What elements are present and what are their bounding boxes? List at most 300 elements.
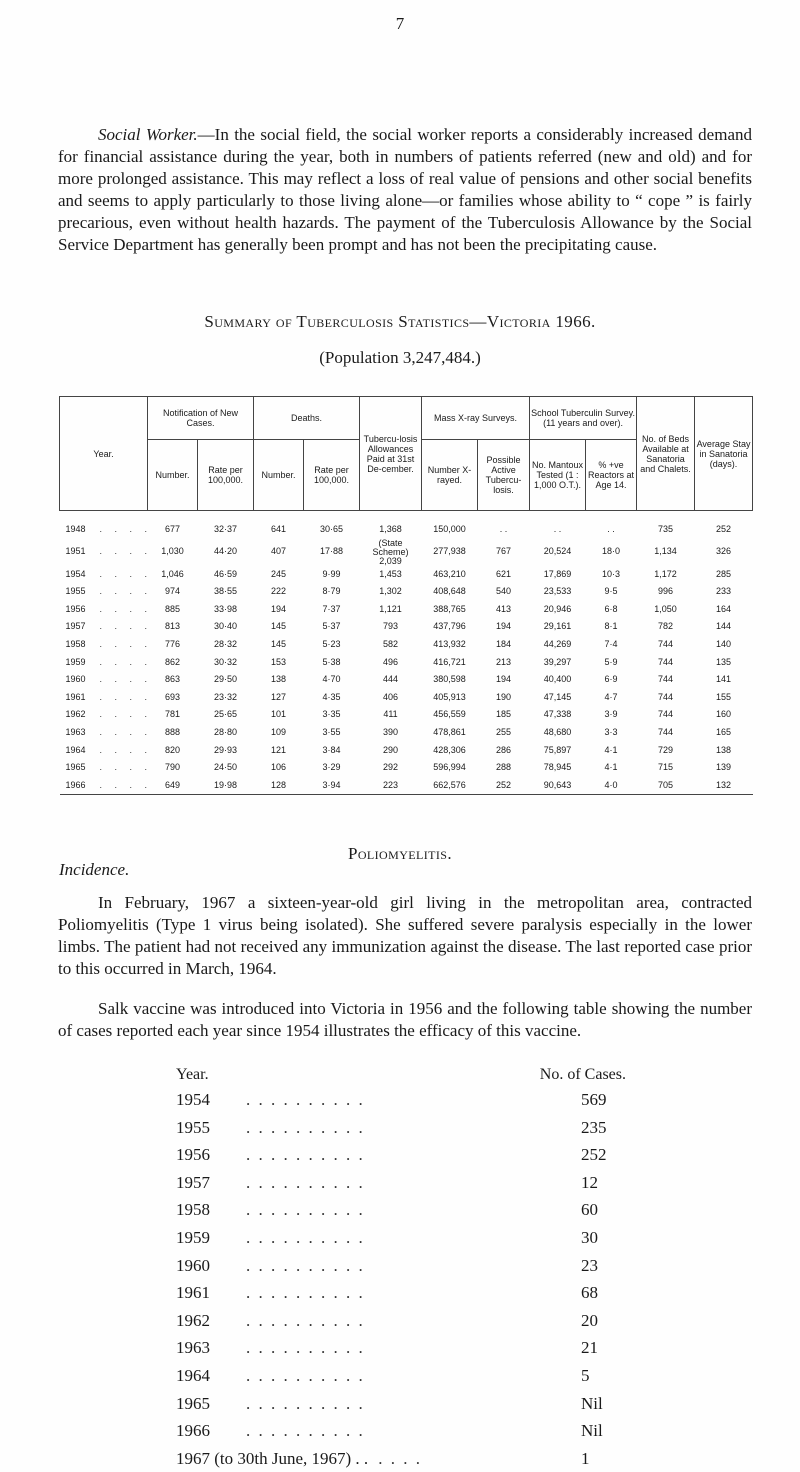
leader-dots: . . . . . . . . . . (246, 1310, 365, 1330)
cell-possible: 213 (496, 656, 512, 667)
cell-mantoux: 47,338 (543, 709, 572, 720)
cell-beds: 744 (658, 674, 674, 685)
cell-notif-rate: 30·40 (213, 621, 238, 632)
case-year: 1958 (176, 1200, 210, 1220)
cell-notif-num: 813 (164, 621, 181, 632)
cell-allowances: 223 (383, 779, 399, 790)
cell-year (60, 636, 153, 654)
tb-statistics-table-wrapper (59, 396, 752, 795)
cell-year (60, 759, 153, 777)
year-value: 1960 (65, 674, 86, 685)
case-year: 1965 (176, 1393, 210, 1413)
table-row (60, 742, 753, 760)
header-deaths-number: Number. (254, 440, 304, 511)
cell-beds: 1,172 (654, 568, 677, 579)
cell-beds: 729 (658, 744, 674, 755)
table-row (60, 777, 753, 795)
cell-year (60, 689, 153, 707)
case-count: 252 (581, 1145, 607, 1165)
cell-reactors: 4·1 (604, 762, 618, 773)
table-row (60, 618, 753, 636)
cell-deaths-rate: 9·99 (322, 568, 341, 579)
cell-notif-num: 1,046 (161, 568, 184, 579)
cell-notif-rate: 44·20 (213, 546, 238, 557)
cell-xrayed: 456,559 (433, 709, 466, 720)
leader-dots: . . . . (99, 674, 153, 685)
cell-notif-num: 776 (164, 638, 181, 649)
cell-notif-rate: 38·55 (213, 586, 238, 597)
polio-cases-header (176, 1064, 626, 1086)
cell-possible: 255 (496, 726, 512, 737)
cell-possible: 767 (496, 546, 512, 557)
cell-beds: 744 (658, 709, 674, 720)
cell-stay: 160 (716, 709, 732, 720)
leader-dots: . . . . . . . . . . (246, 1145, 365, 1165)
polio-incidence-paragraph: In February, 1967 a sixteen-year-old girl living in the metropolitan area, contracted Poliomyelitis (Type 1 virus being isolated). She suffered severe paralysis especially in the lower limbs. The patient had not received any immunization against the disease. The last reported case prior to this occurred in March, 1964. (58, 893, 752, 978)
cell-beds: 744 (658, 691, 674, 702)
cell-notif-num: 888 (164, 726, 181, 737)
case-year: 1960 (176, 1255, 210, 1275)
list-item (176, 1252, 626, 1280)
cell-allowances: 290 (383, 744, 399, 755)
cell-stay: 138 (716, 744, 732, 755)
cell-mantoux: 20,524 (543, 546, 572, 557)
header-stay: Average Stay in Sanatoria (days). (695, 397, 753, 511)
leader-dots: . . . . (99, 709, 153, 720)
cell-deaths-num: 128 (271, 779, 287, 790)
polio-last-case-count: 1 (581, 1448, 590, 1468)
case-count: 12 (581, 1172, 598, 1192)
cell-notif-rate: 28·32 (213, 638, 238, 649)
cell-mantoux: 40,400 (543, 674, 572, 685)
case-count: 5 (581, 1365, 590, 1385)
cell-possible: 252 (496, 779, 512, 790)
cell-beds: 744 (658, 638, 674, 649)
cell-year (60, 671, 153, 689)
table-row (60, 636, 753, 654)
cell-allowances: 1,368 (379, 524, 402, 534)
polio-cases-count-header: No. of Cases. (539, 1066, 626, 1083)
table-row (60, 539, 753, 566)
cell-deaths-rate: 8·79 (322, 586, 341, 597)
cell-deaths-num: 145 (271, 621, 287, 632)
leader-dots: . . . . . . . . . . (246, 1393, 365, 1413)
cell-reactors: 9·5 (604, 586, 618, 597)
leader-dots: . . . . (99, 524, 153, 534)
cell-xrayed: 428,306 (433, 744, 466, 755)
cell-notif-rate: 29·50 (213, 674, 238, 685)
cell-notif-rate: 25·65 (213, 709, 238, 720)
cell-year (60, 583, 153, 601)
list-item (176, 1279, 626, 1307)
leader-dots: . . . . (99, 586, 153, 597)
case-year: 1955 (176, 1117, 210, 1137)
header-allowances: Tubercu-losis Allowances Paid at 31st De-cember. (360, 397, 422, 511)
case-count: 21 (581, 1338, 598, 1358)
cell-deaths-num: 194 (271, 603, 287, 614)
case-count: 23 (581, 1255, 598, 1275)
table-row (60, 671, 753, 689)
cell-mantoux: 17,869 (543, 568, 572, 579)
cell-notif-rate: 29·93 (213, 744, 238, 755)
cell-xrayed: 478,861 (433, 726, 466, 737)
cell-deaths-rate: 3·29 (322, 762, 341, 773)
list-item (176, 1390, 626, 1418)
leader-dots: . . . . (99, 621, 153, 632)
cell-stay: 144 (716, 621, 732, 632)
cell-mantoux: 20,946 (543, 603, 572, 614)
tb-statistics-table (59, 396, 753, 795)
cell-deaths-rate: 5·23 (322, 638, 341, 649)
case-year: 1964 (176, 1365, 210, 1385)
cell-xrayed: 463,210 (433, 568, 466, 579)
year-value: 1962 (65, 709, 86, 720)
cell-deaths-num: 153 (271, 656, 287, 667)
table-row (60, 724, 753, 742)
cell-reactors: 7·4 (604, 638, 618, 649)
cell-xrayed: 437,796 (433, 621, 466, 632)
list-item (176, 1086, 626, 1114)
cell-mantoux: 47,145 (543, 691, 572, 702)
cell-year (60, 539, 153, 566)
cell-stay: 140 (716, 638, 732, 649)
cell-year (60, 654, 153, 672)
cell-reactors: 18·0 (602, 546, 621, 557)
cell-stay: 164 (716, 603, 732, 614)
cell-notif-num: 1,030 (161, 546, 184, 557)
leader-dots: . . . . (99, 656, 153, 667)
cell-deaths-num: 109 (271, 726, 287, 737)
cell-mantoux: 75,897 (543, 744, 572, 755)
cell-deaths-num: 106 (271, 762, 287, 773)
cell-beds: 1,134 (654, 546, 677, 557)
cell-deaths-num: 145 (271, 638, 287, 649)
cell-year (60, 618, 153, 636)
leader-dots: . . . . (99, 568, 153, 579)
cell-deaths-rate: 4·70 (322, 674, 341, 685)
social-worker-text: —In the social field, the social worker reports a considerably increased demand for financial assistance during the year, both in numbers of patients referred (new and old) and for more prolonged assistance. This may reflect a loss of real value of pensions and other social benefits and seems to apply particularly to those living alone—or families whose ability to “ cope ” is fairly precarious, even without health hazards. The payment of the Tuberculosis Allowance by the Social Service Department has generally been prompt and has not been the precipitating cause. (58, 125, 752, 254)
cell-deaths-rate: 7·37 (322, 603, 341, 614)
year-value: 1965 (65, 762, 86, 773)
table-row (60, 759, 753, 777)
social-worker-paragraph (58, 124, 752, 256)
list-item (176, 1362, 626, 1390)
cell-possible: 194 (496, 674, 512, 685)
cell-xrayed: 413,932 (433, 638, 466, 649)
cell-deaths-rate: 3·55 (322, 726, 341, 737)
case-year: 1963 (176, 1338, 210, 1358)
cell-beds: 715 (658, 762, 674, 773)
table-row (60, 511, 753, 539)
cell-stay: 155 (716, 691, 732, 702)
cell-beds: 996 (658, 586, 674, 597)
header-possible-active: Possible Active Tubercu-losis. (478, 440, 530, 511)
cell-notif-num: 781 (164, 709, 181, 720)
cell-allowances: 582 (383, 638, 399, 649)
cell-deaths-num: 138 (271, 674, 287, 685)
cell-stay: 252 (716, 524, 732, 534)
cell-allowances: 390 (383, 726, 399, 737)
cell-allowances: 1,453 (379, 568, 402, 579)
cell-deaths-rate: 4·35 (322, 691, 341, 702)
leader-dots: . . . . (99, 726, 153, 737)
cell-xrayed: 408,648 (433, 586, 466, 597)
leader-dots: . . . . . . . . . . (246, 1172, 365, 1192)
cell-deaths-num: 222 (271, 586, 287, 597)
case-count: Nil (581, 1393, 603, 1413)
cell-deaths-rate: 3·94 (322, 779, 341, 790)
cell-mantoux: 29,161 (543, 621, 572, 632)
year-value: 1957 (65, 621, 86, 632)
cell-possible: 540 (496, 586, 512, 597)
cell-notif-rate: 19·98 (213, 779, 238, 790)
cell-reactors: 4·0 (604, 779, 618, 790)
cell-deaths-rate: 5·37 (322, 621, 341, 632)
cell-notif-rate: 46·59 (213, 568, 238, 579)
cell-reactors: 4·1 (604, 744, 618, 755)
cell-reactors: 5·9 (604, 656, 618, 667)
salk-vaccine-paragraph: Salk vaccine was introduced into Victoria in 1956 and the following table showing the number of cases reported each year since 1954 illustrates the efficacy of this vaccine. (58, 999, 752, 1040)
cell-stay: 165 (716, 726, 732, 737)
cell-xrayed: 380,598 (433, 674, 466, 685)
cell-notif-rate: 33·98 (213, 603, 238, 614)
cell-notif-rate: 32·37 (213, 524, 238, 534)
cell-mantoux: 39,297 (543, 656, 572, 667)
cell-year (60, 706, 153, 724)
cell-beds: 744 (658, 656, 674, 667)
leader-dots: . . . . (99, 638, 153, 649)
cell-possible: 621 (496, 568, 512, 579)
cell-stay: 285 (716, 568, 732, 579)
cell-year (60, 566, 153, 584)
cell-notif-num: 693 (164, 691, 181, 702)
case-count: 20 (581, 1310, 598, 1330)
case-count: 60 (581, 1200, 598, 1220)
year-value: 1955 (65, 586, 86, 597)
cell-deaths-num: 121 (271, 744, 287, 755)
leader-dots: . . . . (99, 779, 153, 790)
cell-allowances: 1,302 (379, 586, 402, 597)
year-value: 1961 (65, 691, 86, 702)
cell-xrayed: 150,000 (433, 524, 466, 534)
cell-deaths-num: 407 (271, 546, 287, 557)
cell-allowances: 1,121 (379, 603, 402, 614)
case-count: 68 (581, 1283, 598, 1303)
leader-dots: . . . . . . . . . . (246, 1421, 365, 1441)
cell-allowances: 496 (383, 656, 399, 667)
cell-allowances: 406 (383, 691, 399, 702)
tb-summary-title: Summary of Tuberculosis Statistics—Victoria 1966. (204, 312, 596, 331)
cell-reactors: . . (607, 524, 615, 534)
leader-dots: . . . . . . . . . . (246, 1227, 365, 1247)
leader-dots: . . . . (378, 1448, 422, 1468)
list-item (176, 1196, 626, 1224)
cell-xrayed: 596,994 (433, 762, 466, 773)
leader-dots: . . . . (99, 744, 153, 755)
case-count: 235 (581, 1117, 607, 1137)
cell-allowances: (State Scheme) 2,039 (372, 537, 409, 566)
leader-dots: . . . . (99, 691, 153, 702)
cell-deaths-rate: 3·84 (322, 744, 341, 755)
cell-possible: 185 (496, 709, 512, 720)
leader-dots: . . . . . . . . . . (246, 1200, 365, 1220)
header-notifications: Notification of New Cases. (148, 397, 254, 440)
header-year: Year. (60, 397, 148, 511)
cell-allowances: 292 (383, 762, 399, 773)
year-value: 1948 (65, 524, 86, 534)
cell-possible: 413 (496, 603, 512, 614)
tb-table-body (60, 511, 753, 795)
cell-deaths-rate: 30·65 (320, 524, 344, 534)
cell-stay: 141 (716, 674, 732, 685)
cell-reactors: 3·3 (604, 726, 618, 737)
header-beds: No. of Beds Available at Sanatoria and Chalets. (637, 397, 695, 511)
cell-beds: 735 (658, 524, 674, 534)
leader-dots: . . . . (99, 603, 153, 614)
cell-allowances: 411 (383, 709, 398, 720)
cell-allowances: 444 (383, 674, 399, 685)
leader-dots: . . . . . . . . . . (246, 1338, 365, 1358)
cell-reactors: 10·3 (602, 568, 621, 579)
cell-stay: 233 (716, 586, 732, 597)
list-item (176, 1169, 626, 1197)
polio-last-case-label: 1967 (to 30th June, 1967) . . (176, 1448, 369, 1468)
cell-possible: 184 (496, 638, 512, 649)
cell-possible: 194 (496, 621, 512, 632)
cell-reactors: 3·9 (604, 709, 618, 720)
cell-deaths-rate: 3·35 (322, 709, 341, 720)
cell-beds: 744 (658, 726, 674, 737)
cell-notif-num: 885 (164, 603, 181, 614)
cell-xrayed: 416,721 (433, 656, 466, 667)
list-item (176, 1141, 626, 1169)
cell-mantoux: 48,680 (543, 726, 572, 737)
leader-dots: . . . . (99, 762, 153, 773)
case-year: 1962 (176, 1310, 210, 1330)
cell-mantoux: 78,945 (543, 762, 572, 773)
header-notif-rate: Rate per 100,000. (198, 440, 254, 511)
cell-beds: 705 (658, 779, 674, 790)
cell-year (60, 511, 153, 539)
case-year: 1959 (176, 1227, 210, 1247)
cell-possible: 190 (496, 691, 512, 702)
table-row (60, 566, 753, 584)
year-value: 1966 (65, 779, 86, 790)
table-row (60, 583, 753, 601)
cell-notif-rate: 28·80 (213, 726, 238, 737)
cell-beds: 1,050 (654, 603, 677, 614)
cell-stay: 132 (716, 779, 732, 790)
list-item (176, 1114, 626, 1142)
year-value: 1958 (65, 638, 86, 649)
table-row (60, 706, 753, 724)
year-value: 1956 (65, 603, 86, 614)
case-year: 1961 (176, 1283, 210, 1303)
cell-reactors: 8·1 (604, 621, 618, 632)
header-school-survey: School Tuberculin Survey. (11 years and over). (530, 397, 637, 440)
cell-xrayed: 277,938 (433, 546, 466, 557)
cell-mantoux: 23,533 (543, 586, 572, 597)
cell-notif-rate: 30·32 (213, 656, 238, 667)
year-value: 1951 (65, 546, 86, 557)
year-value: 1964 (65, 744, 86, 755)
social-worker-label: Social Worker. (98, 125, 198, 144)
cell-deaths-rate: 17·88 (320, 546, 344, 557)
cell-stay: 135 (716, 656, 732, 667)
list-item (176, 1224, 626, 1252)
cell-notif-num: 820 (164, 744, 181, 755)
year-value: 1959 (65, 656, 86, 667)
leader-dots: . . . . . . . . . . (246, 1365, 365, 1385)
cell-possible: 286 (496, 744, 512, 755)
cell-reactors: 6·9 (604, 674, 618, 685)
cell-xrayed: 388,765 (433, 603, 466, 614)
case-year: 1966 (176, 1421, 210, 1441)
population-note: (Population 3,247,484.) (319, 348, 481, 367)
cell-notif-num: 974 (164, 586, 181, 597)
cell-deaths-num: 245 (271, 568, 287, 579)
cell-year (60, 601, 153, 619)
cell-reactors: 4·7 (604, 691, 618, 702)
header-number-xrayed: Number X-rayed. (422, 440, 478, 511)
cell-year (60, 777, 153, 795)
cell-notif-num: 862 (164, 656, 181, 667)
table-row (60, 654, 753, 672)
cell-mantoux: 44,269 (543, 638, 572, 649)
cell-notif-rate: 23·32 (213, 691, 238, 702)
year-value: 1954 (65, 568, 86, 579)
cell-allowances: 793 (383, 621, 399, 632)
cell-stay: 326 (716, 546, 732, 557)
cell-mantoux: . . (553, 524, 562, 534)
cell-xrayed: 405,913 (433, 691, 466, 702)
polio-cases-year-header: Year. (176, 1066, 209, 1083)
cell-notif-num: 649 (164, 779, 181, 790)
leader-dots: . . . . (99, 546, 153, 557)
cell-beds: 782 (658, 621, 674, 632)
cell-reactors: 6·8 (604, 603, 618, 614)
year-value: 1963 (65, 726, 86, 737)
header-deaths: Deaths. (254, 397, 360, 440)
header-reactors: % +ve Reactors at Age 14. (586, 440, 637, 511)
leader-dots: . . . . . . . . . . (246, 1117, 365, 1137)
case-count: 30 (581, 1227, 598, 1247)
header-notif-number: Number. (148, 440, 198, 511)
table-row (60, 601, 753, 619)
page-number: 7 (395, 14, 405, 33)
cell-xrayed: 662,576 (433, 779, 466, 790)
case-year: 1954 (176, 1090, 210, 1109)
cell-stay: 139 (716, 762, 732, 773)
poliomyelitis-title: Poliomyelitis. (348, 844, 452, 863)
cell-notif-num: 790 (164, 762, 181, 773)
leader-dots: . . . . . . . . . . (246, 1090, 365, 1109)
cell-year (60, 724, 153, 742)
leader-dots: . . . . . . . . . . (246, 1255, 365, 1275)
polio-cases-last-row (176, 1445, 626, 1472)
header-mass-xray: Mass X-ray Surveys. (422, 397, 530, 440)
polio-cases-rows (176, 1086, 626, 1445)
header-deaths-rate: Rate per 100,000. (304, 440, 360, 511)
cell-possible: 288 (496, 762, 512, 773)
cell-possible: . . (499, 524, 508, 534)
incidence-label: Incidence. (59, 860, 130, 879)
list-item (176, 1334, 626, 1362)
cell-deaths-num: 101 (271, 709, 287, 720)
cell-notif-num: 677 (164, 524, 181, 534)
cell-mantoux: 90,643 (543, 779, 572, 790)
list-item (176, 1417, 626, 1445)
